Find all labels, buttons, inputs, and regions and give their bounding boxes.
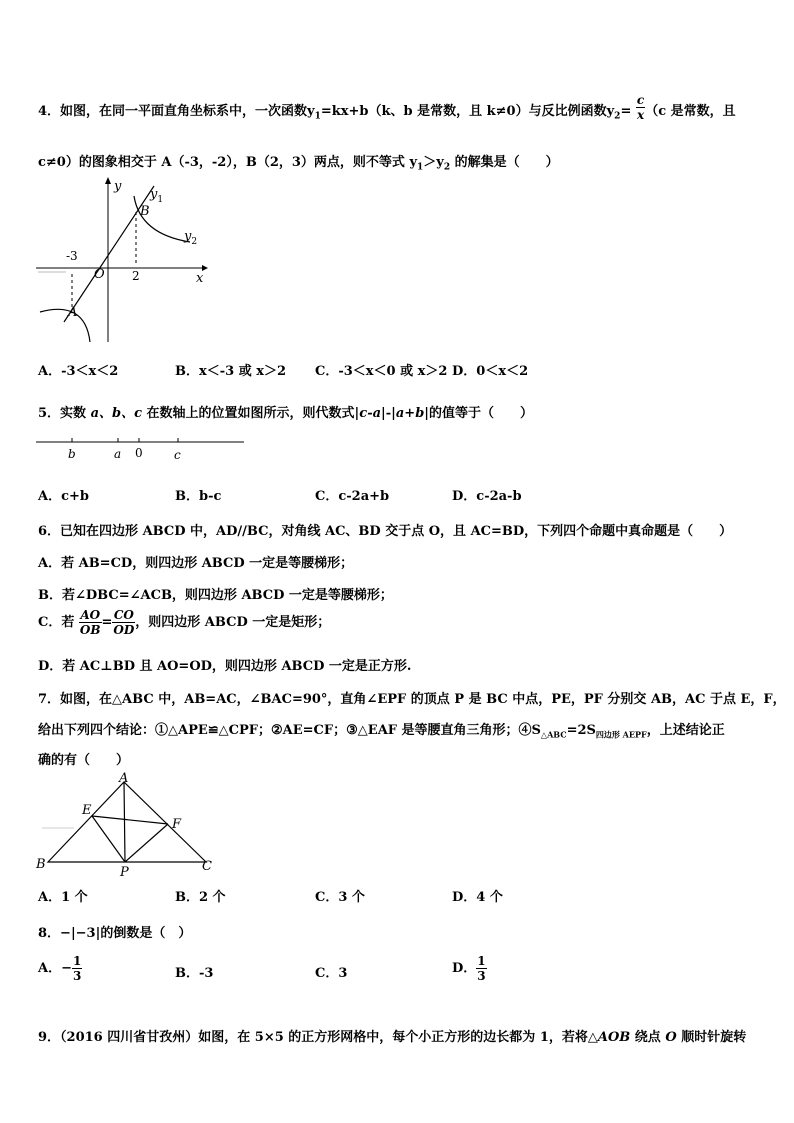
q4-line2: c≠0）的图象相交于 A（-3，-2），B（2，3）两点，则不等式 $y_1>y_2$ 的解集是（ ）	[38, 155, 559, 173]
point-a-label: A	[68, 305, 78, 320]
q7-option-a: A．1 个	[38, 890, 88, 905]
q4-coordinate-graph	[30, 172, 210, 342]
label-e: E	[82, 803, 92, 818]
fraction-c-over-x: $\frac{c}{x}$	[636, 93, 645, 122]
q6-stem: 6．已知在四边形 ABCD 中，AD//BC，对角线 AC、BD 交于点 O，且 AC=BD，下列四个命题中真命题是（ ）	[38, 524, 733, 539]
q4-option-c: C．-3＜x＜0 或 x＞2	[315, 364, 448, 379]
y-axis-label: y	[114, 179, 122, 194]
q4-line1: 4．如图，在同一平面直角坐标系中，一次函数$y_1=kx+b(k$、b 是常数，且 k≠0）与反比例函数$y_2=$ $\frac{c}{x}$ （c 是常数，且	[38, 93, 736, 122]
q4-option-b: B．x＜-3 或 x＞2	[175, 364, 287, 379]
tick-label-2: 2	[132, 269, 140, 283]
triangle-abc	[48, 782, 206, 862]
q6-option-d: D．若 AC⊥BD 且 AO=OD，则四边形 ABCD 一定是正方形.	[38, 659, 412, 674]
q5-option-b: B．b-c	[175, 489, 222, 504]
fraction-one-third: $\frac{1}{3}$	[72, 954, 82, 983]
label-b: b	[68, 447, 76, 461]
q8-stem: 8．−|−3|的倒数是（ ）	[38, 926, 192, 941]
label-p: P	[120, 865, 129, 878]
q4-option-a: A．-3＜x＜2	[38, 364, 119, 379]
label-a: A	[119, 771, 129, 786]
q5-option-d: D．c-2a-b	[452, 489, 522, 504]
label-c: C	[202, 859, 212, 874]
segment-ap	[124, 782, 125, 862]
point-b-label: B	[140, 204, 150, 219]
q8-option-c: C．3	[315, 966, 348, 981]
segment-pe	[92, 816, 125, 862]
q7-line3: 确的有（ ）	[38, 753, 130, 768]
q6-option-b: B．若∠DBC=∠ACB，则四边形 ABCD 一定是等腰梯形；	[38, 588, 393, 603]
x-axis-label: x	[196, 271, 204, 286]
fraction-co-od: $\frac{CO}{OD}$	[113, 608, 135, 637]
q4-option-d: D．0＜x＜2	[452, 364, 529, 379]
abs-expression: −|−3|	[60, 926, 101, 941]
q5-number-line	[36, 432, 256, 466]
curve-y2-label: $y_2$	[184, 229, 198, 247]
y-axis-arrow	[105, 177, 111, 184]
label-b: B	[36, 857, 46, 872]
fraction-one-third: $\frac{1}{3}$	[477, 954, 486, 983]
q5-stem: 5．实数 a、b、c 在数轴上的位置如图所示，则代数式|c-a|-|a+b|的值等于（ ）	[38, 406, 534, 421]
curve-y1-label: $y_1$	[150, 187, 164, 205]
q7-triangle-figure	[34, 770, 224, 878]
q8-option-a: A．− $\frac{1}{3}$	[38, 954, 82, 983]
q7-option-d: D．4 个	[452, 890, 503, 905]
hyperbola-branch-lower	[40, 309, 90, 342]
q8-option-b: B．-3	[175, 966, 214, 981]
q7-line1: 7．如图，在△ABC 中，AB=AC，∠BAC=90°，直角∠EPF 的顶点 P 是 BC 中点，PE，PF 分别交 AB，AC 于点 E，F，	[38, 692, 786, 707]
label-c: c	[174, 448, 181, 462]
segment-pf	[125, 824, 168, 862]
fraction-ao-ob: $\frac{AO}{OB}$	[79, 608, 101, 637]
q7-option-c: C．3 个	[315, 890, 365, 905]
q6-option-a: A．若 AB=CD，则四边形 ABCD 一定是等腰梯形；	[38, 556, 354, 571]
label-f: F	[172, 817, 182, 832]
q6-option-c: C．若 $\frac{AO}{OB}$ = $\frac{CO}{OD}$ ，则四边形 ABCD 一定是矩形；	[38, 608, 331, 637]
label-zero: 0	[135, 446, 143, 460]
q7-line2: 给出下列四个结论：①△APE≌△CPF；②AE=CF；③△EAF 是等腰直角三角形；$④S_{\triangle ABC}=2S_{四边形 AEPF}$，上述结论正	[38, 723, 725, 740]
q5-option-c: C．c-2a+b	[315, 489, 390, 504]
q9-stem: 9．（2016 四川省甘孜州）如图，在 5×5 的正方形网格中，每个小正方形的边长都为 1，若将△AOB 绕点 O 顺时针旋转	[38, 1030, 747, 1045]
q7-option-b: B．2 个	[175, 890, 226, 905]
tick-label-neg3: -3	[66, 249, 78, 263]
q8-option-d: D． $\frac{1}{3}$	[452, 954, 486, 983]
segment-ef	[92, 816, 168, 824]
label-a: a	[114, 447, 122, 461]
origin-label: O	[94, 267, 105, 282]
q5-option-a: A．c+b	[38, 489, 89, 504]
